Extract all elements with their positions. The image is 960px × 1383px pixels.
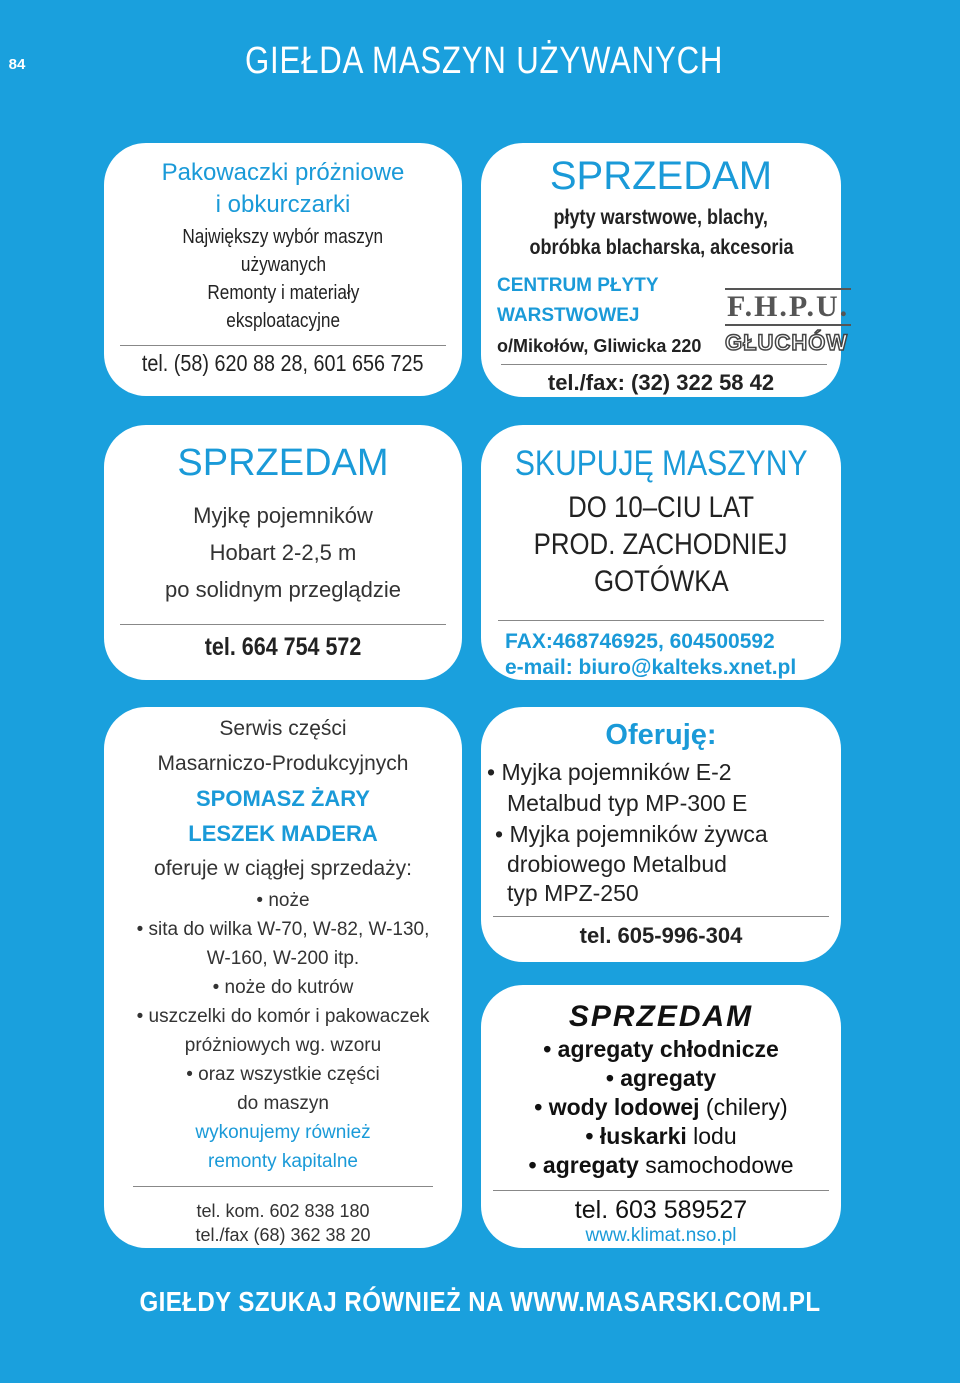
ad4-email[interactable]: e-mail: biuro@kalteks.xnet.pl xyxy=(505,656,797,679)
ad2-company-line1: CENTRUM PŁYTY xyxy=(497,275,659,296)
ad5-company1: SPOMASZ ŻARY xyxy=(196,786,370,811)
ad1-line2: używanych xyxy=(240,254,326,276)
ad6-title: Oferuję: xyxy=(605,719,717,751)
ad4-line3: GOTÓWKA xyxy=(593,565,729,598)
ad5-item: • noże do kutrów xyxy=(212,977,354,998)
ad5-line1: Serwis części xyxy=(219,717,347,740)
ad1-line4: eksploatacyjne xyxy=(226,310,340,332)
ad5-item: • oraz wszystkie części xyxy=(186,1064,380,1085)
ad4-line1: DO 10–CIU LAT xyxy=(568,491,754,524)
ad2-line1: płyty warstwowe, blachy, xyxy=(553,206,769,229)
ad2-company-line2: WARSTWOWEJ xyxy=(497,305,640,326)
ad5-line3: oferuje w ciągłej sprzedaży: xyxy=(154,857,412,880)
divider xyxy=(493,1190,829,1191)
divider xyxy=(498,620,824,621)
ad3-line1: Myjkę pojemników xyxy=(193,503,373,528)
ad7-website[interactable]: www.klimat.nso.pl xyxy=(585,1225,737,1246)
ad1-phone: tel. (58) 620 88 28, 601 656 725 xyxy=(142,350,424,376)
ad7-title: SPRZEDAM xyxy=(568,1000,754,1033)
ad5-item: • sita do wilka W-70, W-82, W-130, xyxy=(136,919,430,940)
ad5-company2: LESZEK MADERA xyxy=(188,821,378,846)
ad2-address: o/Mikołów, Gliwicka 220 xyxy=(497,336,702,356)
ad-chillers xyxy=(481,985,841,1248)
ad6-line1: • Myjka pojemników E-2 xyxy=(487,759,732,785)
ad1-title-line2: i obkurczarki xyxy=(215,191,351,218)
ad-vacuum-packers xyxy=(104,143,462,396)
ad3-phone: tel. 664 754 572 xyxy=(204,633,362,661)
ad2-line2: obróbka blacharska, akcesoria xyxy=(528,236,794,259)
ad1-line3: Remonty i materiały xyxy=(207,282,359,304)
ad-washer-hobart xyxy=(104,425,462,680)
ad4-line2: PROD. ZACHODNIEJ xyxy=(534,528,788,561)
ad3-title: SPRZEDAM xyxy=(177,442,389,484)
divider xyxy=(133,1186,433,1187)
logo-line1: F.H.P.U. xyxy=(725,288,851,326)
ad2-phone: tel./fax: (32) 322 58 42 xyxy=(547,370,775,395)
ad6-phone: tel. 605-996-304 xyxy=(579,923,743,948)
ad4-title: SKUPUJĘ MASZYNY xyxy=(514,444,808,483)
ad-buy-machines xyxy=(481,425,841,680)
ad7-phone: tel. 603 589527 xyxy=(574,1196,748,1224)
ad5-extra2: remonty kapitalne xyxy=(208,1151,358,1172)
divider xyxy=(501,364,827,365)
page-number: 84 xyxy=(0,38,35,90)
ad6-line3: • Myjka pojemników żywca xyxy=(495,821,768,847)
ad7-item: • wody lodowej (chilery) xyxy=(534,1094,788,1120)
footer-text: GIEŁDY SZUKAJ RÓWNIEŻ NA WWW.MASARSKI.COM.PL xyxy=(139,1286,821,1317)
divider xyxy=(120,624,446,625)
ad5-extra1: wykonujemy również xyxy=(195,1122,371,1143)
ad5-item: • noże xyxy=(256,890,310,911)
ad3-line3: po solidnym przeglądzie xyxy=(164,577,402,602)
ad6-line5: typ MPZ-250 xyxy=(507,880,639,906)
ad5-phone1: tel. kom. 602 838 180 xyxy=(196,1201,370,1221)
ad-metalbud-washers xyxy=(481,707,841,962)
ad4-fax: FAX:468746925, 604500592 xyxy=(505,630,775,653)
company-logo xyxy=(725,288,850,360)
ad2-title: SPRZEDAM xyxy=(549,154,773,198)
ad7-item: • agregaty xyxy=(605,1065,717,1091)
ad6-line4: drobiowego Metalbud xyxy=(507,851,727,877)
ad7-item: • agregaty chłodnicze xyxy=(543,1036,779,1062)
divider xyxy=(493,916,829,917)
ad-sandwich-panels xyxy=(481,143,850,397)
ad7-item: • agregaty samochodowe xyxy=(528,1152,794,1178)
logo-line2: GŁUCHÓW xyxy=(725,330,849,355)
ad1-title-line1: Pakowaczki próżniowe xyxy=(161,159,405,186)
divider xyxy=(120,345,446,346)
ad-spomasz-service xyxy=(104,707,462,1248)
ad1-line1: Największy wybór maszyn xyxy=(182,226,384,248)
ad6-line2: Metalbud typ MP-300 E xyxy=(507,790,748,816)
ad5-line2: Masarniczo-Produkcyjnych xyxy=(157,752,409,775)
ad5-item: W-160, W-200 itp. xyxy=(206,948,360,969)
ad7-item: • łuskarki lodu xyxy=(585,1123,737,1149)
ad5-item: próżniowych wg. wzoru xyxy=(184,1035,382,1056)
ad3-line2: Hobart 2-2,5 m xyxy=(209,540,357,565)
ad5-phone2: tel./fax (68) 362 38 20 xyxy=(195,1225,371,1245)
ad5-item: do maszyn xyxy=(237,1093,329,1114)
page-title: GIEŁDA MASZYN UŻYWANYCH xyxy=(245,40,724,82)
ad5-item: • uszczelki do komór i pakowaczek xyxy=(136,1006,430,1027)
